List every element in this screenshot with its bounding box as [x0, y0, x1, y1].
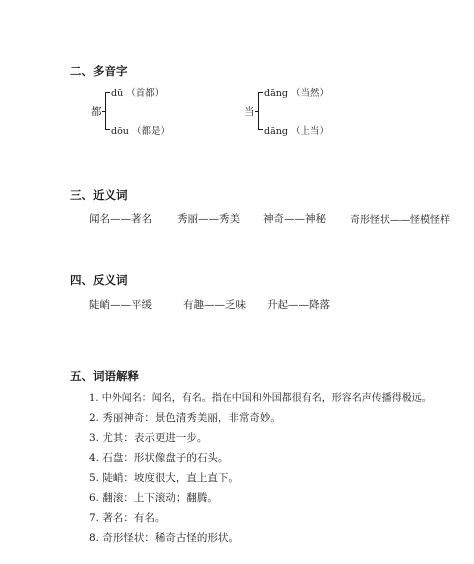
definition-item: 4. 石盘：形状像盘子的石头。	[89, 452, 229, 464]
section-2-heading: 二、多音字	[70, 64, 128, 78]
definition-item: 1. 中外闻名：闻名，有名。指在中国和外国都很有名，形容名声传播得极远。	[89, 393, 432, 404]
bracket-tick	[105, 129, 110, 130]
synonym-pair: 秀丽——秀美	[177, 213, 240, 225]
section-5-heading: 五、词语解释	[70, 369, 139, 383]
section-4-heading: 四、反义词	[70, 273, 128, 287]
synonym-pair: 神奇——神秘	[263, 213, 326, 225]
synonym-pair: 奇形怪状——怪模怪样	[350, 215, 450, 226]
bracket-tick	[258, 129, 263, 130]
polyphone-char-dang: 当	[244, 106, 255, 118]
antonym-pair: 有趣——乏味	[183, 299, 246, 311]
antonym-pair: 陡峭——平缓	[89, 299, 152, 311]
section-3-heading: 三、近义词	[70, 188, 128, 202]
definition-item: 8. 奇形怪状：稀奇古怪的形状。	[89, 532, 239, 544]
synonym-pair: 闻名——著名	[89, 213, 152, 225]
polyphone-char-du: 都	[91, 106, 102, 118]
reading-dang-2: dāng （上当）	[264, 126, 329, 137]
bracket-tick	[105, 92, 110, 93]
definition-item: 2. 秀丽神奇：景色清秀美丽，非常奇妙。	[89, 412, 281, 424]
reading-du-2: dōu （都是）	[111, 126, 170, 137]
definition-item: 6. 翻滚：上下滚动；翻腾。	[89, 492, 218, 504]
antonym-pair: 升起——降落	[267, 299, 330, 311]
definition-item: 3. 尤其：表示更进一步。	[89, 432, 208, 444]
definition-item: 7. 著名：有名。	[89, 512, 166, 524]
bracket-tick	[255, 111, 259, 112]
reading-du-1: dū （首都）	[111, 88, 165, 99]
bracket-tick	[258, 92, 263, 93]
definition-item: 5. 陡峭：坡度很大，直上直下。	[89, 472, 239, 484]
reading-dang-1: dāng （当然）	[264, 88, 329, 99]
bracket-tick	[102, 111, 106, 112]
